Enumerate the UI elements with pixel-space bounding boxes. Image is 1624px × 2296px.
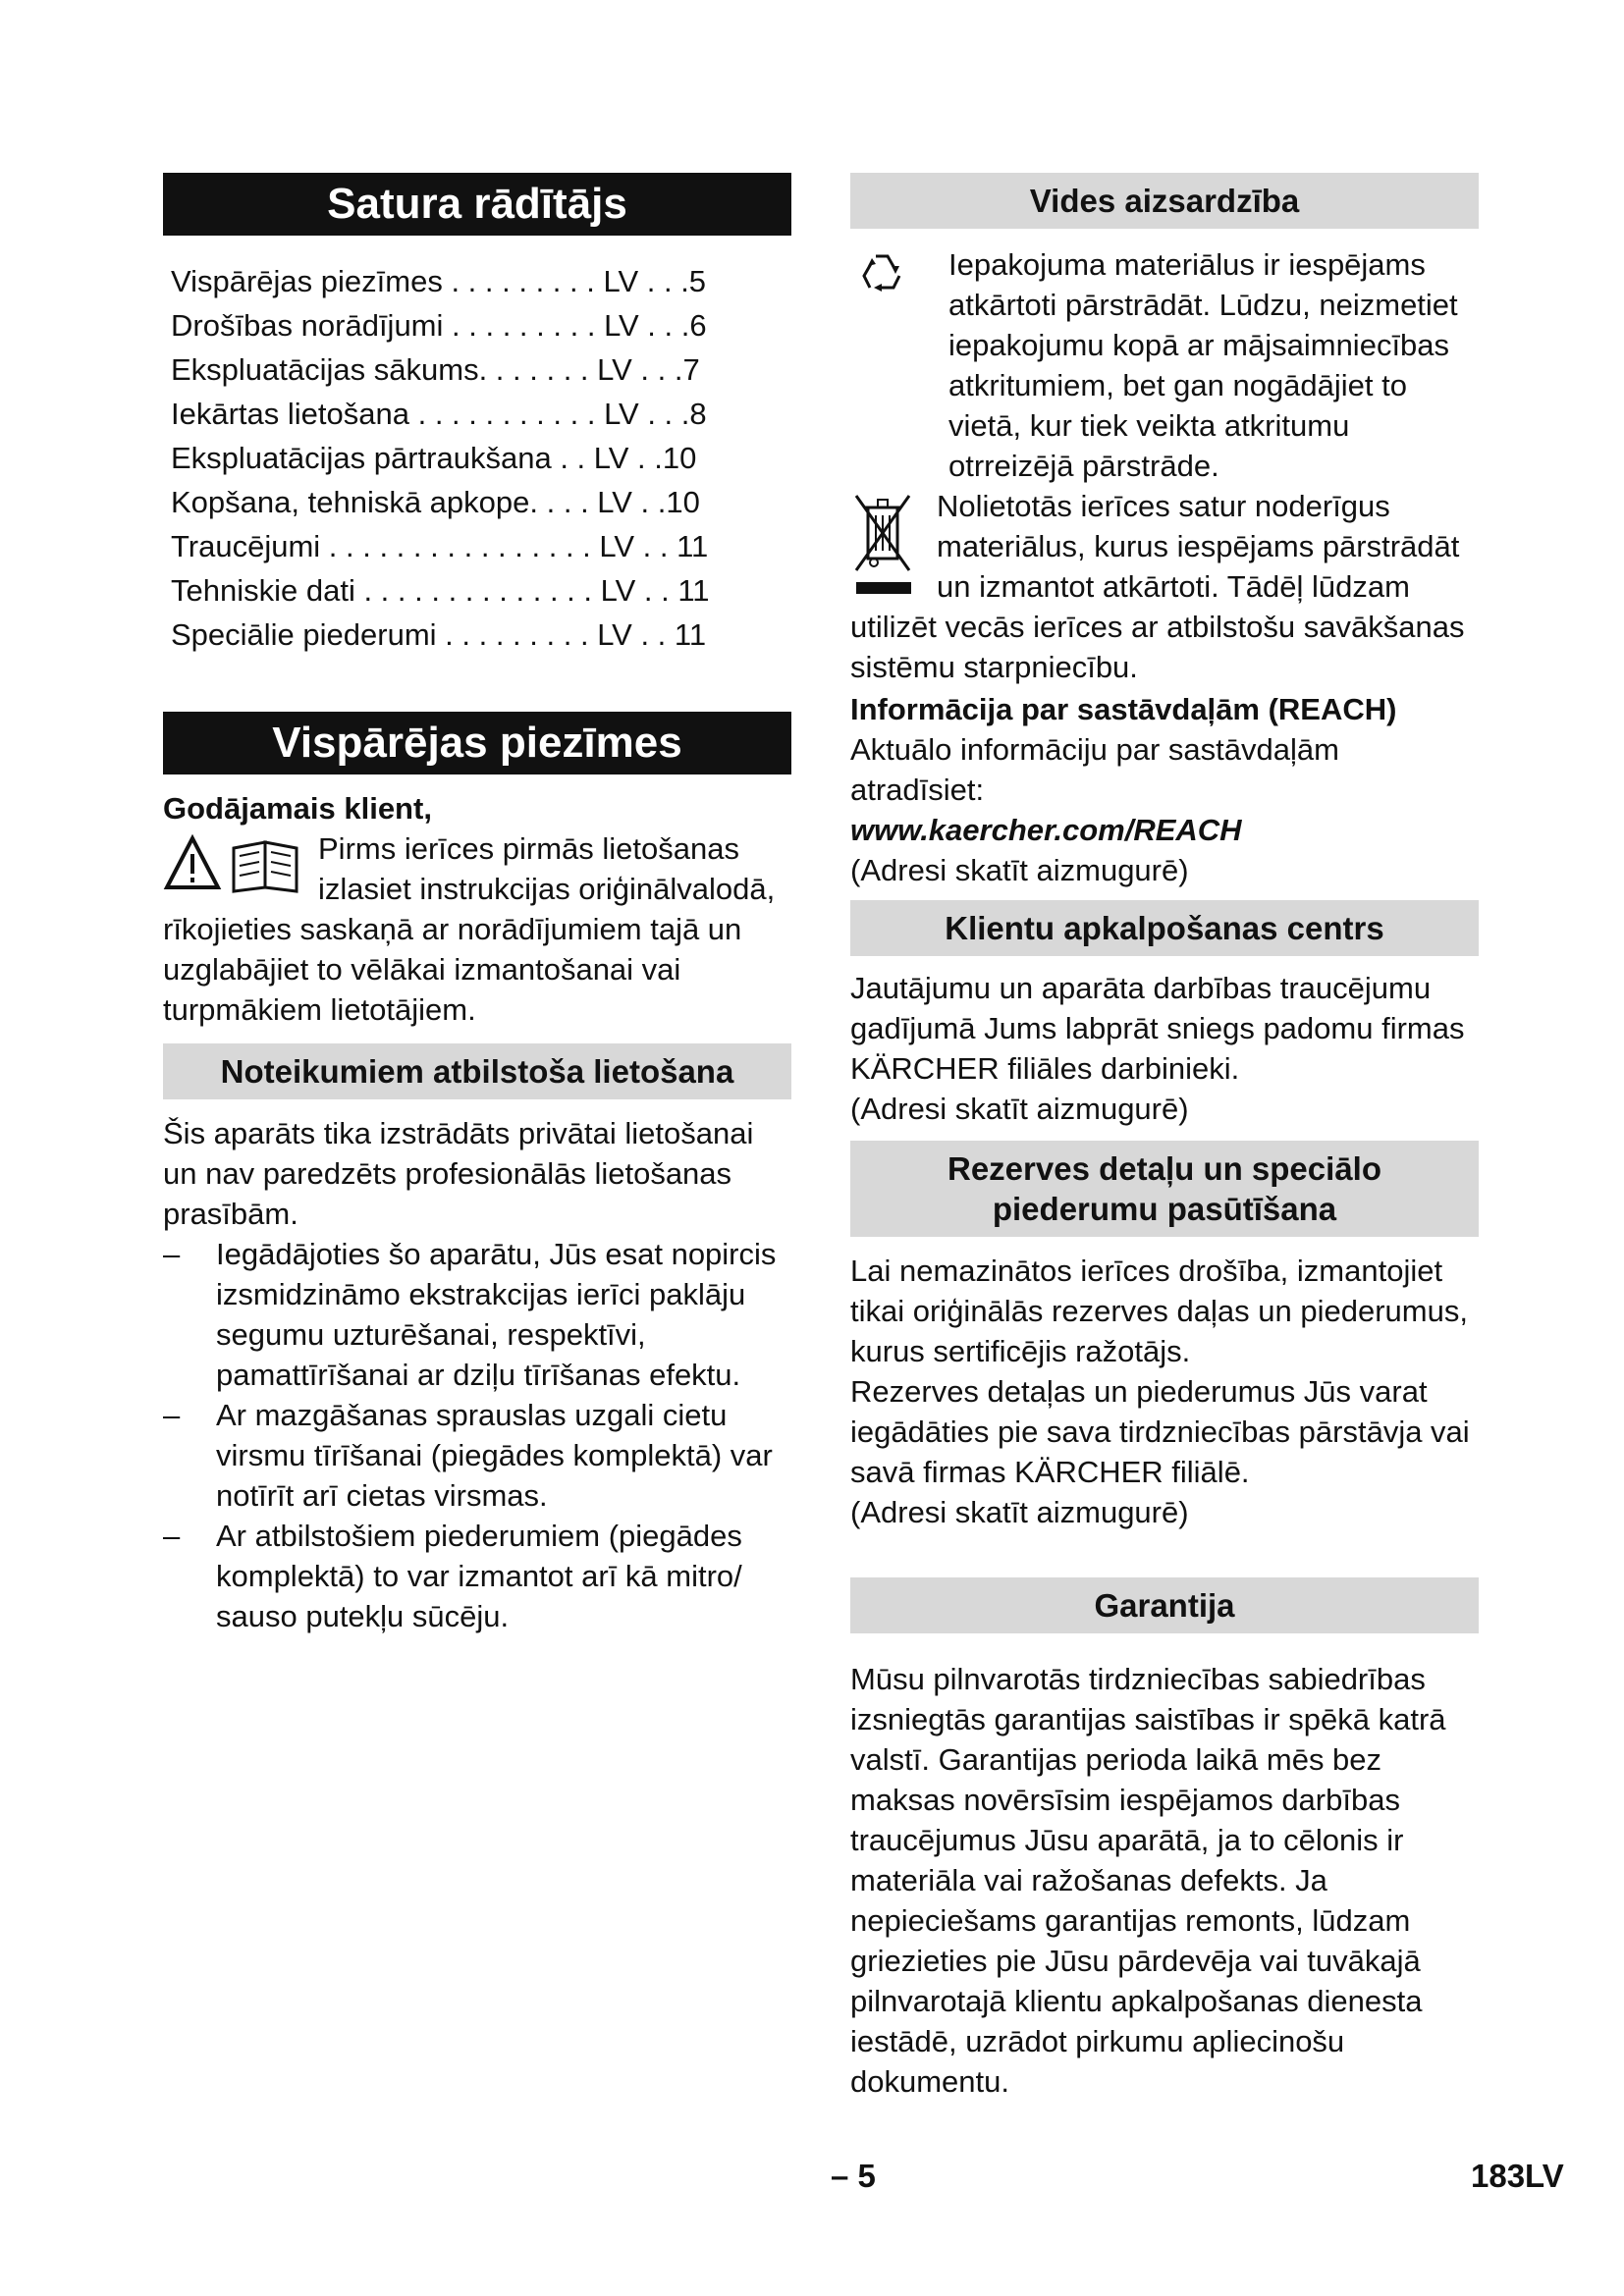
service-text: Jautājumu un aparāta darbības traucējumu gadījumā Jums labprāt sniegs padomu firmas KÄRCHER filiāles darbinieki.: [850, 971, 1465, 1086]
recycle-block: [850, 244, 1479, 486]
crossed-bin-icon: [852, 492, 915, 605]
toc-entry[interactable]: Ekspluatācijas pārtraukšana . . LV . .10: [171, 441, 697, 475]
list-item: – Ar atbilstošiem piederumiem (piegādes komplektā) to var izmantot arī kā mitro/ sauso putekļu sūcēju.: [163, 1519, 742, 1633]
service-heading: Klientu apkalpošanas centrs: [850, 900, 1479, 956]
toc-entry[interactable]: Iekārtas lietošana . . . . . . . . . . . LV . . .8: [171, 397, 707, 431]
recycle-icon: [856, 248, 907, 304]
spare-parts-text: Lai nemazinātos ierīces drošība, izmantojiet tikai oriģinālās rezerves daļas un piederumus, kurus sertificējis ražotājs.: [850, 1254, 1468, 1368]
toc-list: [163, 259, 791, 657]
toc-entry[interactable]: Drošības norādījumi . . . . . . . . . LV . . .6: [171, 308, 707, 343]
page-number: – 5: [831, 2158, 876, 2194]
reach-text: Aktuālo informāciju par sastāvdaļām atradīsiet:: [850, 732, 1339, 807]
intended-use-heading: Noteikumiem atbilstoša lietošana: [163, 1043, 791, 1099]
right-column: [850, 173, 1479, 2102]
recycle-text: Iepakojuma materiālus ir iespējams atkārtoti pārstrādāt. Lūdzu, neizmetiet iepakojumu kopā ar mājsaimniecības atkritumiem, bet gan nogādājiet to vietā, kur tiek veikta atkritumu otrreizējā pārstrāde.: [948, 247, 1458, 483]
environment-heading: Vides aizsardzība: [850, 173, 1479, 229]
warranty-heading: Garantija: [850, 1577, 1479, 1633]
reach-link[interactable]: www.kaercher.com/REACH: [850, 813, 1242, 847]
spare-parts-heading: Rezerves detaļu un speciālo piederumu pasūtīšana: [850, 1141, 1479, 1237]
address-note: (Adresi skatīt aizmugurē): [850, 853, 1189, 887]
toc-entry[interactable]: Traucējumi . . . . . . . . . . . . . . . . LV . . 11: [171, 529, 709, 563]
toc-entry[interactable]: Ekspluatācijas sākums . . . . . . . LV . . .7: [171, 352, 700, 387]
general-heading: Vispārējas piezīmes: [163, 712, 791, 774]
greeting: Godājamais klient,: [163, 791, 432, 826]
weee-block: [850, 486, 1479, 687]
spare-parts-text-2: Rezerves detaļas un piederumus Jūs varat iegādāties pie sava tirdzniecības pārstāvja vai savā firmas KÄRCHER filiālē.: [850, 1374, 1470, 1489]
toc-entry[interactable]: Tehniskie dati . . . . . . . . . . . . . . LV . . 11: [171, 573, 710, 608]
intro-block: [163, 828, 791, 1030]
intended-use-text: Šis aparāts tika izstrādāts privātai lietošanai un nav paredzēts profesionālās lietošanas prasībām.: [163, 1116, 754, 1231]
list-item: – Iegādājoties šo aparātu, Jūs esat nopircis izsmidzināmo ekstrakcijas ierīci paklāju segumu uzturēšanai, respektīvi, pamattīrīšanai ar dziļu tīrīšanas efektu.: [163, 1237, 777, 1392]
list-item: – Ar mazgāšanas sprauslas uzgali cietu virsmu tīrīšanai (piegādes komplektā) var notīrīt arī cietas virsmas.: [163, 1398, 773, 1513]
reach-title: Informācija par sastāvdaļām (REACH): [850, 692, 1397, 726]
toc-entry[interactable]: Vispārējas piezīmes . . . . . . . . . LV . . .5: [171, 264, 707, 298]
toc-entry[interactable]: Speciālie piederumi . . . . . . . . . LV . . 11: [171, 617, 707, 652]
page-code: 183LV: [1471, 2158, 1564, 2194]
intro-text: Pirms ierīces pirmās lietošanas izlasiet instrukcijas oriģinālvalodā, rīkojieties saskaņā ar norādījumiem tajā un uzglabājiet to vēlākai izmantošanai vai turpmākiem lietotājiem.: [163, 831, 776, 1027]
warning-icon: [163, 834, 310, 898]
warranty-text: Mūsu pilnvarotās tirdzniecības sabiedrības izsniegtās garantijas saistības ir spēkā katrā valstī. Garantijas perioda laikā mēs bez maksas novērsīsim iespējamos darbības traucējumus Jūsu aparātā, ja to cēlonis ir materiāla vai ražošanas defekts. Ja nepieciešams garantijas remonts, lūdzam griezieties pie Jūsu pārdevēja vai tuvākajā pilnvarotajā klientu apkalpošanas dienesta iestādē, uzrādot pirkumu apliecinošu dokumentu.: [850, 1662, 1446, 2099]
address-note: (Adresi skatīt aizmugurē): [850, 1092, 1189, 1126]
address-note: (Adresi skatīt aizmugurē): [850, 1495, 1189, 1529]
toc-entry[interactable]: Kopšana, tehniskā apkope . . . . LV . .10: [171, 485, 700, 519]
toc-heading: Satura rādītājs: [163, 173, 791, 236]
left-column: [163, 173, 791, 1636]
weee-text: Nolietotās ierīces satur noderīgus materiālus, kurus iespējams pārstrādāt un izmantot atkārtoti. Tādēļ lūdzam utilizēt vecās ierīces ar atbilstošu savākšanas sistēmu starpniecību.: [850, 489, 1465, 684]
